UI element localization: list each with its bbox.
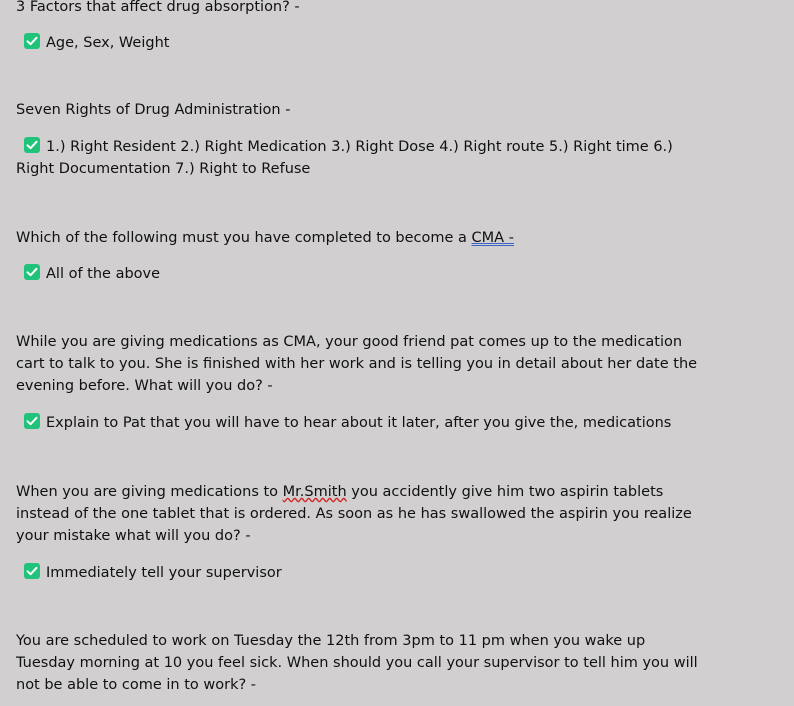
check-icon: [24, 33, 40, 49]
answer-text: Explain to Pat that you will have to hear about it later, after you give the, medications: [46, 415, 672, 431]
answer-2: [16, 136, 676, 180]
answer-3: [16, 263, 716, 285]
question-highlight: CMA -: [471, 230, 514, 246]
question-2: [16, 99, 716, 121]
question-text-prefix: When you are giving medications to: [16, 484, 283, 500]
answer-1: [16, 32, 716, 54]
check-icon: [24, 137, 40, 153]
answer-text: 1.) Right Resident 2.) Right Medication 3.) Right Dose 4.) Right route 5.) Right time 6.) Right Documentation 7.) Right to Refuse: [16, 139, 673, 177]
answer-5: [16, 562, 716, 584]
question-6: [16, 630, 706, 696]
question-text-suffix: you accidently give him two aspirin tablets instead of the one tablet that is ordered. As soon as he has swallowed the aspirin you realize your mistake what will you do? -: [16, 484, 692, 544]
check-icon: [24, 264, 40, 280]
question-text: Seven Rights of Drug Administration -: [16, 102, 291, 118]
answer-text: Age, Sex, Weight: [46, 35, 170, 51]
check-icon: [24, 563, 40, 579]
answer-text: All of the above: [46, 266, 161, 282]
question-text: You are scheduled to work on Tuesday the 12th from 3pm to 11 pm when you wake up Tuesday morning at 10 you feel sick. When should you call your supervisor to tell him you will not be able to come in to work? -: [16, 633, 698, 693]
question-4: [16, 331, 706, 397]
question-1: [16, 0, 716, 18]
question-text: 3 Factors that affect drug absorption? -: [16, 0, 300, 15]
question-3: [16, 227, 716, 249]
answer-text: Immediately tell your supervisor: [46, 565, 282, 581]
question-text-prefix: Which of the following must you have completed to become a: [16, 230, 472, 246]
answer-4: [16, 412, 716, 434]
check-icon: [24, 413, 40, 429]
question-highlight: Mr.Smith: [282, 484, 347, 500]
question-text: While you are giving medications as CMA, your good friend pat comes up to the medication cart to talk to you. She is finished with her work and is telling you in detail about her date the evening before. What will you do? -: [16, 334, 698, 394]
question-5: [16, 481, 706, 547]
